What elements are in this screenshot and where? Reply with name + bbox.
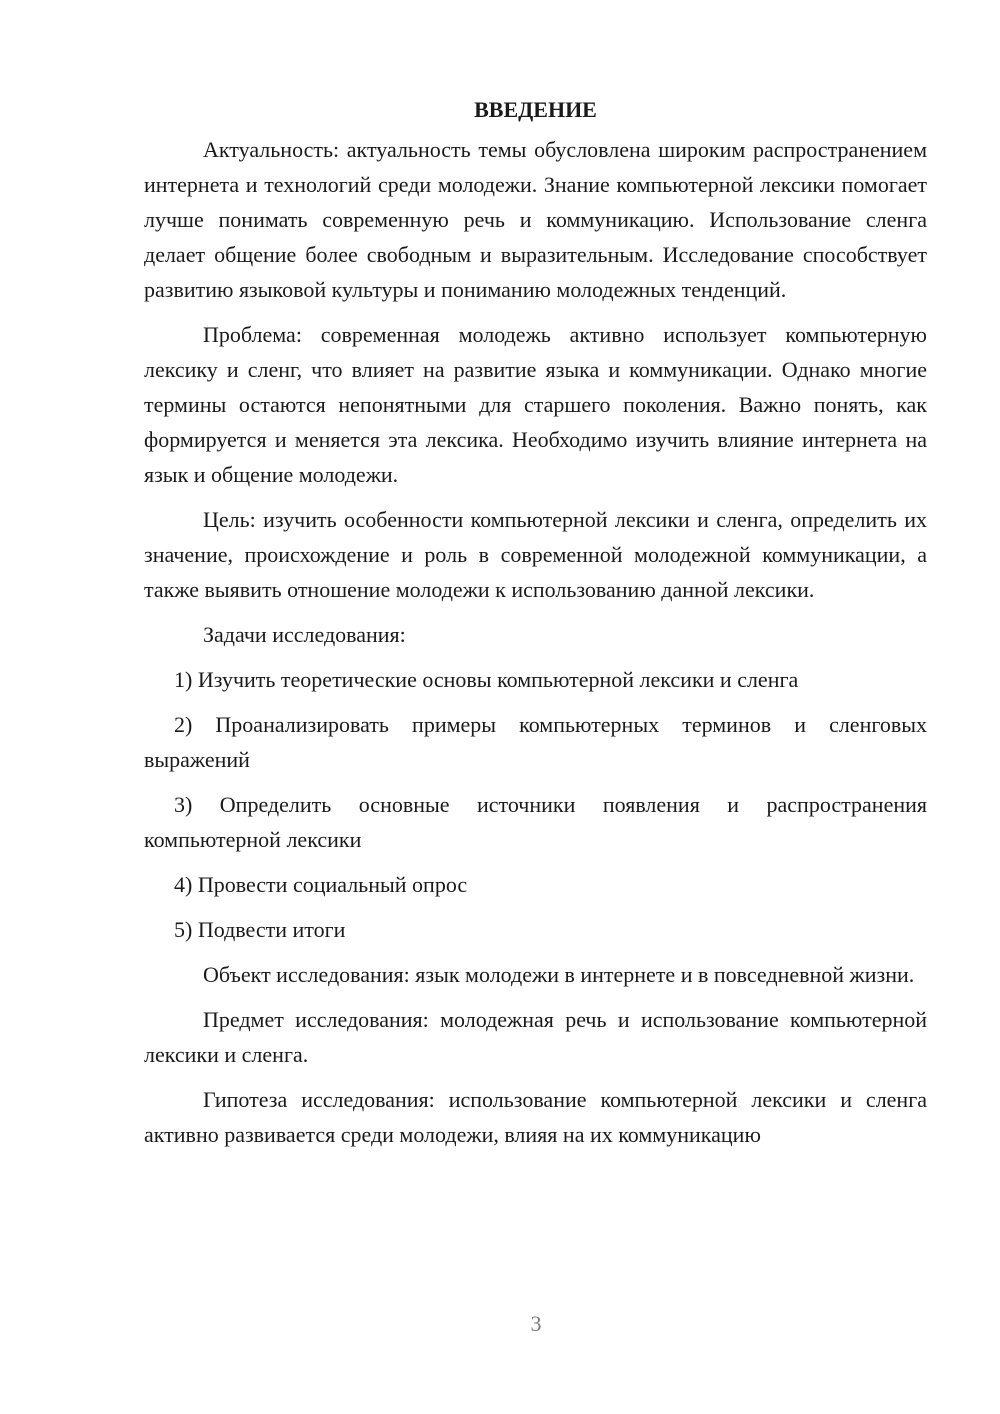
tasks-heading: Задачи исследования:	[203, 622, 406, 647]
task-item: 5) Подвести итоги	[174, 917, 346, 942]
page-number: 3	[530, 1311, 542, 1336]
paragraph-hypothesis: Гипотеза исследования: использование компьютерной лексики и сленга активно развивается среди молодежи, влияя на их коммуникацию	[144, 1087, 927, 1147]
paragraph-subject: Предмет исследования: молодежная речь и использование компьютерной лексики и сленга.	[144, 1007, 927, 1067]
task-item: 4) Провести социальный опрос	[174, 872, 468, 897]
section-title: ВВЕДЕНИЕ	[474, 97, 597, 122]
paragraph-object: Объект исследования: язык молодежи в интернете и в повседневной жизни.	[203, 962, 915, 987]
task-item: 3) Определить основные источники появления и распространения компьютерной лексики	[144, 792, 927, 852]
paragraph-goal: Цель: изучить особенности компьютерной лексики и сленга, определить их значение, происхождение и роль в современной молодежной коммуникации, а также выявить отношение молодежи к использованию данной лексики.	[144, 507, 927, 602]
task-item: 1) Изучить теоретические основы компьютерной лексики и сленга	[174, 667, 799, 692]
task-item: 2) Проанализировать примеры компьютерных терминов и сленговых выражений	[144, 712, 927, 772]
paragraph-problem: Проблема: современная молодежь активно использует компьютерную лексику и сленг, что влияет на развитие языка и коммуникации. Однако многие термины остаются непонятными для старшего поколения. Важно понять, как формируется и меняется эта лексика. Необходимо изучить влияние интернета на язык и общение молодежи.	[144, 322, 927, 487]
page-content	[144, 92, 927, 1162]
paragraph-relevance: Актуальность: актуальность темы обусловлена широким распространением интернета и технологий среди молодежи. Знание компьютерной лексики помогает лучше понимать современную речь и коммуникацию. Использование сленга делает общение более свободным и выразительным. Исследование способствует развитию языковой культуры и пониманию молодежных тенденций.	[144, 137, 927, 302]
